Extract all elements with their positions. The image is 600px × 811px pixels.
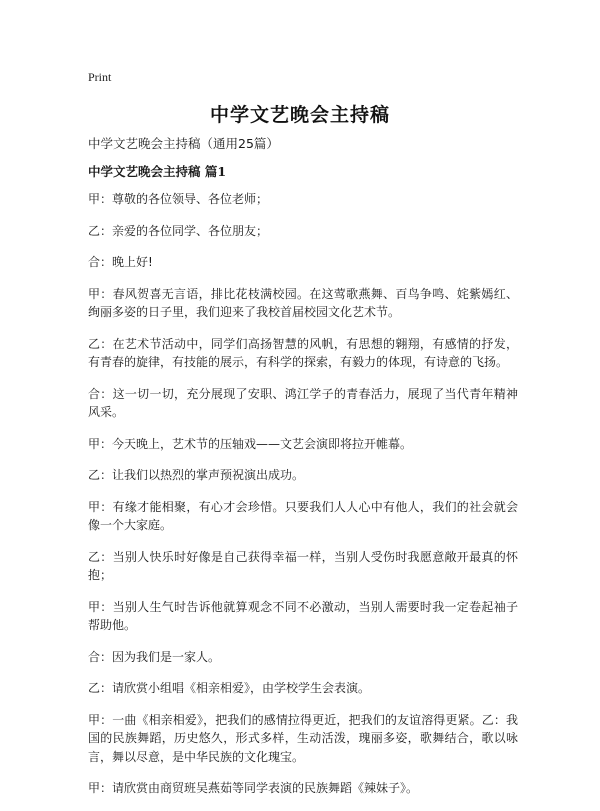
paragraph: 甲：当别人生气时告诉他就算观念不同不必激动，当别人需要时我一定卷起袖子帮助他。 — [88, 599, 518, 632]
paragraph: 甲：有缘才能相聚，有心才会珍惜。只要我们人人心中有他人，我们的社会就会像一个大家庭。 — [88, 499, 518, 532]
page-title: 中学文艺晚会主持稿 — [209, 104, 390, 126]
document-body — [88, 134, 518, 811]
paragraph: 乙：亲爱的各位同学、各位朋友； — [88, 223, 269, 238]
paragraph: 甲：今天晚上，艺术节的压轴戏——文艺会演即将拉开帷幕。 — [88, 436, 413, 451]
document-subtitle: 中学文艺晚会主持稿（通用25篇） — [88, 136, 279, 151]
section-heading: 中学文艺晚会主持稿 篇1 — [88, 164, 227, 179]
paragraph: 乙：在艺术节活动中，同学们高扬智慧的风帆，有思想的翱翔，有感情的抒发，有青春的旋律，有技能的展示，有科学的探索，有毅力的体现，有诗意的飞扬。 — [88, 336, 518, 369]
paragraph: 合：这一切一切，充分展现了安职、鸿江学子的青春活力，展现了当代青年精神风采。 — [88, 386, 518, 419]
paragraph: 甲：春风贺喜无言语，排比花枝满校园。在这莺歌燕舞、百鸟争鸣、姹紫嫣红、绚丽多姿的日子里，我们迎来了我校首届校园文化艺术节。 — [88, 286, 518, 319]
paragraph: 合：因为我们是一家人。 — [88, 649, 221, 664]
paragraph: 乙：当别人快乐时好像是自己获得幸福一样，当别人受伤时我愿意敞开最真的怀抱； — [88, 549, 518, 582]
paragraph: 甲：尊敬的各位领导、各位老师； — [88, 192, 269, 206]
paragraph: 甲：请欣赏由商贸班吴燕茹等同学表演的民族舞蹈《辣妹子》。 — [88, 781, 419, 795]
paragraph: 甲：一曲《相亲相爱》，把我们的感情拉得更近，把我们的友谊溶得更紧。乙：我国的民族舞蹈，历史悠久，形式多样，生动活泼，瑰丽多姿，歌舞结合，歌以咏言，舞以尽意，是中华民族的文化瑰宝。 — [88, 712, 518, 764]
print-link[interactable]: Print — [88, 70, 112, 84]
paragraph: 合：晚上好! — [88, 255, 153, 269]
paragraph: 乙：请欣赏小组唱《相亲相爱》，由学校学生会表演。 — [88, 681, 371, 695]
paragraph: 乙：让我们以热烈的掌声预祝演出成功。 — [88, 468, 305, 482]
